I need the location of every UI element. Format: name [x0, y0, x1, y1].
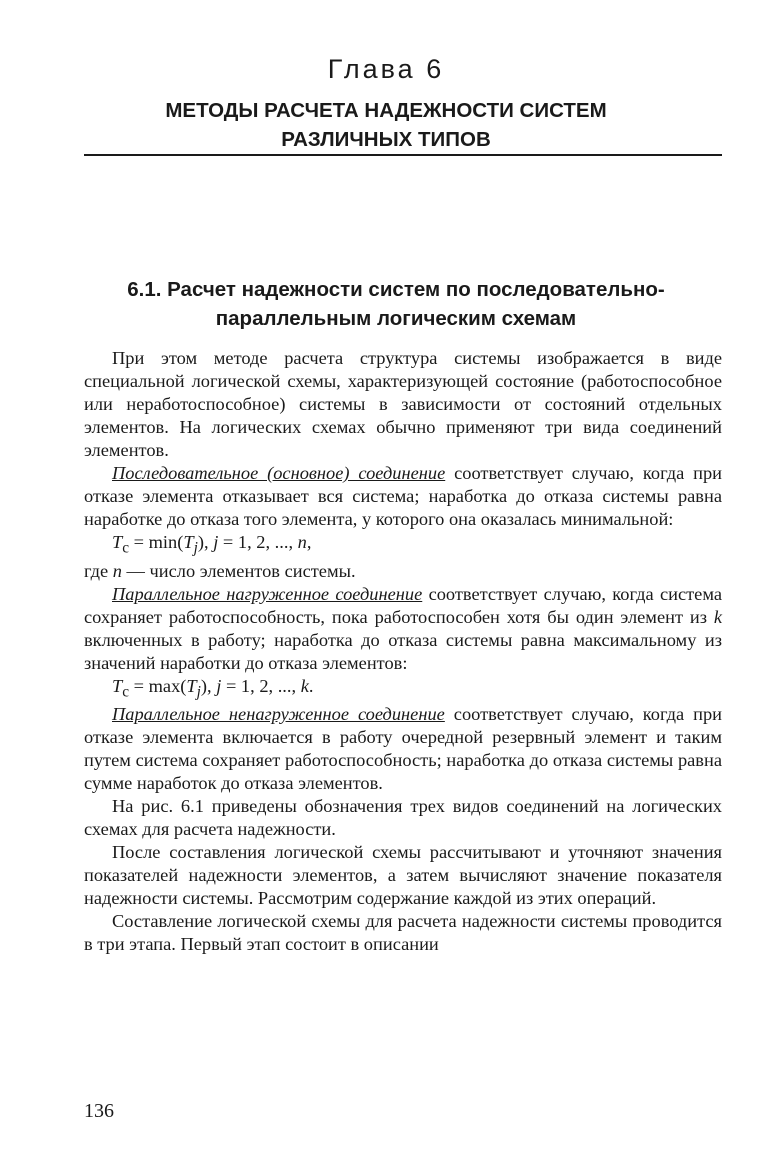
formula-subscript: c — [122, 683, 130, 701]
chapter-label: Глава 6 — [327, 54, 445, 84]
paragraph — [84, 583, 722, 675]
chapter-title — [60, 96, 712, 154]
formula-symbol: T — [183, 532, 194, 552]
paragraph-text: соответствует случаю, когда при отказе элемента отказывает вся система; наработка до отказа системы равна наработке до отказа того элемента, у которого она оказалась минимальной: — [84, 463, 722, 529]
chapter-title-line: РАЗЛИЧНЫХ ТИПОВ — [281, 128, 491, 151]
formula-symbol: T — [112, 675, 123, 696]
formula-text: = 1, 2, ..., — [221, 675, 301, 696]
body-text — [84, 347, 722, 956]
header-rule — [84, 154, 722, 156]
page-number: 136 — [84, 1100, 114, 1122]
section-title-line: 6.1. Расчет надежности систем по последовательно- — [127, 278, 665, 301]
paragraph-text: соответствует случаю, когда при отказе элемента включается в работу очередной резервный элемент и таким путем система сохраняет работоспособность; наработка до отказа системы равна сумме наработок до отказа элементов. — [84, 704, 722, 794]
section-title — [70, 275, 722, 333]
formula-symbol: k — [300, 675, 309, 696]
section-title-line: параллельным логическим схемам — [215, 307, 577, 330]
paragraph — [84, 560, 722, 583]
paragraph-text: соответствует случаю, когда система сохраняет работоспособность, пока работоспособен хотя бы один элемент из — [84, 583, 722, 627]
formula-text: . — [308, 675, 314, 696]
term-series-connection: Последовательное (основное) соединение — [112, 463, 446, 483]
formula-symbol: j — [213, 532, 219, 552]
variable: k — [713, 606, 722, 627]
paragraph-text: включенных в работу; наработка до отказа системы равна максимальному из значений наработки до отказа элементов: — [84, 629, 722, 673]
paragraph: При этом методе расчета структура системы изображается в виде специальной логической схемы, характеризующей состояние (работоспособное или неработоспособное) системы в зависимости от состояний отдельных элементов. На логических схемах обычно применяют три вида соединений элементов. — [84, 348, 722, 460]
formula-text: = 1, 2, ..., — [218, 532, 298, 552]
chapter-title-line: МЕТОДЫ РАСЧЕТА НАДЕЖНОСТИ СИСТЕМ — [165, 99, 607, 122]
formula-subscript: j — [193, 539, 198, 557]
variable: n — [112, 560, 122, 581]
paragraph — [84, 462, 722, 531]
formula-text: = min( — [129, 532, 184, 552]
formula-text: ), — [197, 532, 214, 552]
paragraph: Составление логической схемы для расчета надежности системы проводится в три этапа. Первый этап состоит в описании — [84, 911, 722, 955]
paragraph-text: где — [84, 560, 113, 581]
term-parallel-loaded: Параллельное нагруженное соединение — [112, 583, 423, 604]
formula-text: ), — [200, 675, 217, 696]
formula-symbol: n — [297, 532, 307, 552]
paragraph — [84, 703, 722, 795]
formula-text: = max( — [129, 675, 187, 696]
formula-symbol: T — [186, 675, 197, 696]
paragraph: После составления логической схемы рассчитывают и уточняют значения показателей надежности элементов, а затем вычисляют значение показателя надежности системы. Рассмотрим содержание каждой из этих операций. — [84, 842, 722, 909]
formula-max — [84, 675, 722, 704]
formula-text: , — [306, 532, 312, 552]
formula-symbol: j — [216, 675, 222, 696]
term-parallel-unloaded: Параллельное ненагруженное соединение — [112, 704, 445, 725]
paragraph-text: — число элементов системы. — [121, 560, 356, 581]
paragraph: На рис. 6.1 приведены обозначения трех видов соединений на логических схемах для расчета надежности. — [84, 796, 722, 840]
formula-min — [84, 531, 722, 560]
formula-symbol: T — [112, 532, 123, 552]
formula-subscript: j — [196, 683, 201, 701]
formula-subscript: c — [122, 539, 130, 557]
